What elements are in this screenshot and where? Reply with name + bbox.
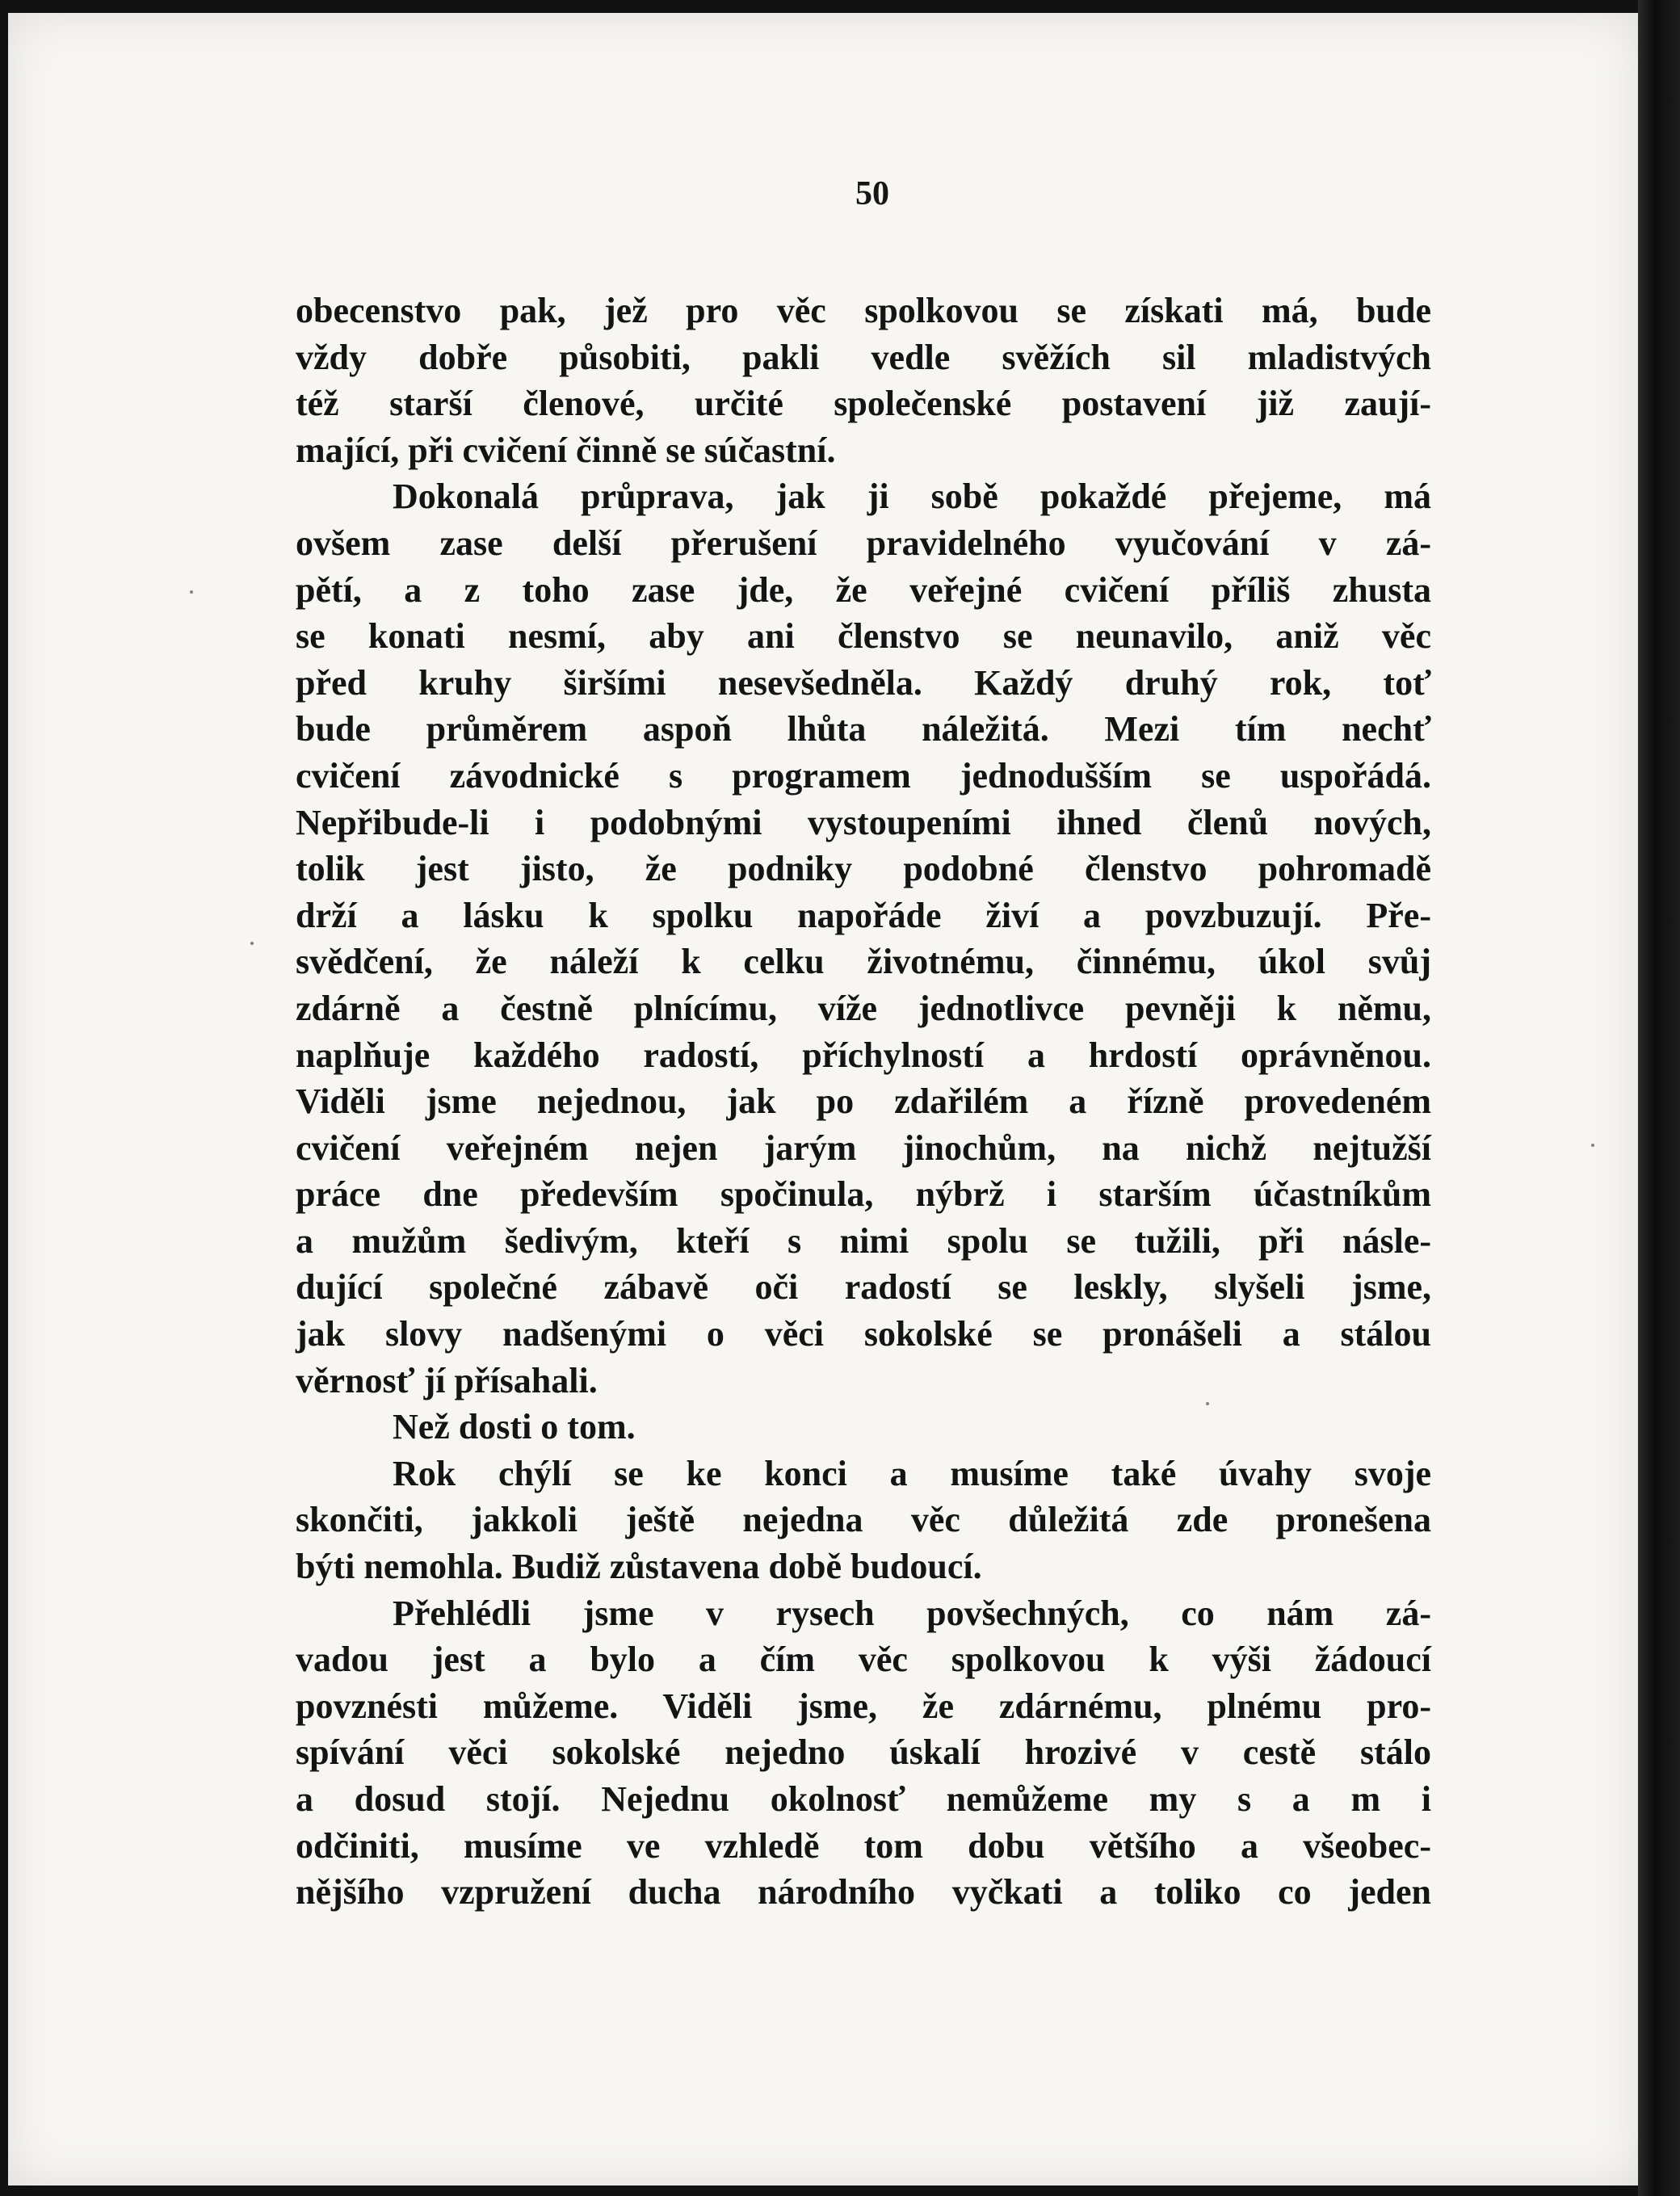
text-line: odčiniti, musíme ve vzhledě tom dobu většího a všeobec-: [296, 1825, 1431, 1866]
text-line: vadou jest a bylo a čím věc spolkovou k výši žádoucí: [296, 1640, 1431, 1680]
text-line: Než dosti o tom.: [393, 1407, 636, 1447]
scan-speck: [1591, 1144, 1594, 1147]
text-line: Rok chýlí se ke konci a musíme také úvahy svoje: [393, 1453, 1431, 1493]
text-line: povznésti můžeme. Viděli jsme, že zdárnému, plnému pro-: [296, 1686, 1431, 1726]
text-line: Viděli jsme nejednou, jak po zdařilém a řízně provedeném: [296, 1081, 1431, 1122]
text-line: cvičení veřejném nejen jarým jinochům, na nichž nejtužší: [296, 1127, 1431, 1168]
text-line: před kruhy širšími nesevšedněla. Každý druhý rok, toť: [296, 662, 1431, 703]
text-line: naplňuje každého radostí, příchylností a hrdostí oprávněnou.: [296, 1035, 1431, 1075]
text-line: svědčení, že náleží k celku životnému, činnému, úkol svůj: [296, 942, 1431, 982]
text-line: spívání věci sokolské nejedno úskalí hrozivé v cestě stálo: [296, 1732, 1431, 1773]
text-line: Přehlédli jsme v rysech povšechných, co nám zá-: [393, 1593, 1431, 1633]
text-line: nějšího vzpružení ducha národního vyčkati a toliko co jeden: [296, 1872, 1431, 1913]
page-number: 50: [855, 175, 889, 212]
text-line: pětí, a z toho zase jde, že veřejné cvičení příliš zhusta: [296, 569, 1431, 610]
text-line: též starší členové, určité společenské postavení již zaují-: [296, 384, 1431, 424]
text-line: zdárně a čestně plnícímu, víže jednotlivce pevněji k němu,: [296, 988, 1431, 1028]
text-line: obecenstvo pak, jež pro věc spolkovou se získati má, bude: [296, 291, 1431, 330]
text-line: tolik jest jisto, že podniky podobné členstvo pohromadě: [296, 849, 1431, 889]
text-line: ovšem zase delší přerušení pravidelného vyučování v zá-: [296, 523, 1431, 563]
text-line: mající, při cvičení činně se súčastní.: [296, 430, 836, 470]
text-line: Nepřibude-li i podobnými vystoupeními ihned členů nových,: [296, 802, 1431, 842]
text-line: býti nemohla. Budiž zůstavena době budoucí.: [296, 1547, 982, 1587]
scan-speck: [250, 942, 254, 945]
text-line: a mužům šedivým, kteří s nimi spolu se tužili, při násle-: [296, 1220, 1431, 1261]
text-line: cvičení závodnické s programem jednodušším se uspořádá.: [296, 755, 1431, 796]
text-line: se konati nesmí, aby ani členstvo se neunavilo, aniž věc: [296, 616, 1431, 657]
body-text: [296, 288, 1431, 1916]
text-line: vždy dobře působiti, pakli vedle svěžích sil mladistvých: [296, 337, 1431, 377]
text-line: drží a lásku k spolku napořáde živí a povzbuzují. Pře-: [296, 895, 1431, 935]
text-line: jak slovy nadšenými o věci sokolské se pronášeli a stálou: [296, 1314, 1431, 1354]
text-line: a dosud stojí. Nejednu okolnosť nemůžeme my s a m i: [296, 1779, 1431, 1819]
scan-speck: [190, 590, 193, 594]
text-line: skončiti, jakkoli ještě nejedna věc důležitá zde pronešena: [296, 1500, 1431, 1540]
text-line: dující společné zábavě oči radostí se leskly, slyšeli jsme,: [296, 1267, 1431, 1308]
book-page: [8, 13, 1638, 2186]
book-spine-edge: [1638, 0, 1680, 2196]
text-line: práce dne především spočinula, nýbrž i starším účastníkům: [296, 1174, 1431, 1215]
text-line: Dokonalá průprava, jak ji sobě pokaždé přejeme, má: [393, 477, 1431, 517]
scan-speck: [1206, 1402, 1209, 1405]
text-line: bude průměrem aspoň lhůta náležitá. Mezi tím nechť: [296, 709, 1431, 749]
text-line: věrnosť jí přísahali.: [296, 1360, 598, 1400]
